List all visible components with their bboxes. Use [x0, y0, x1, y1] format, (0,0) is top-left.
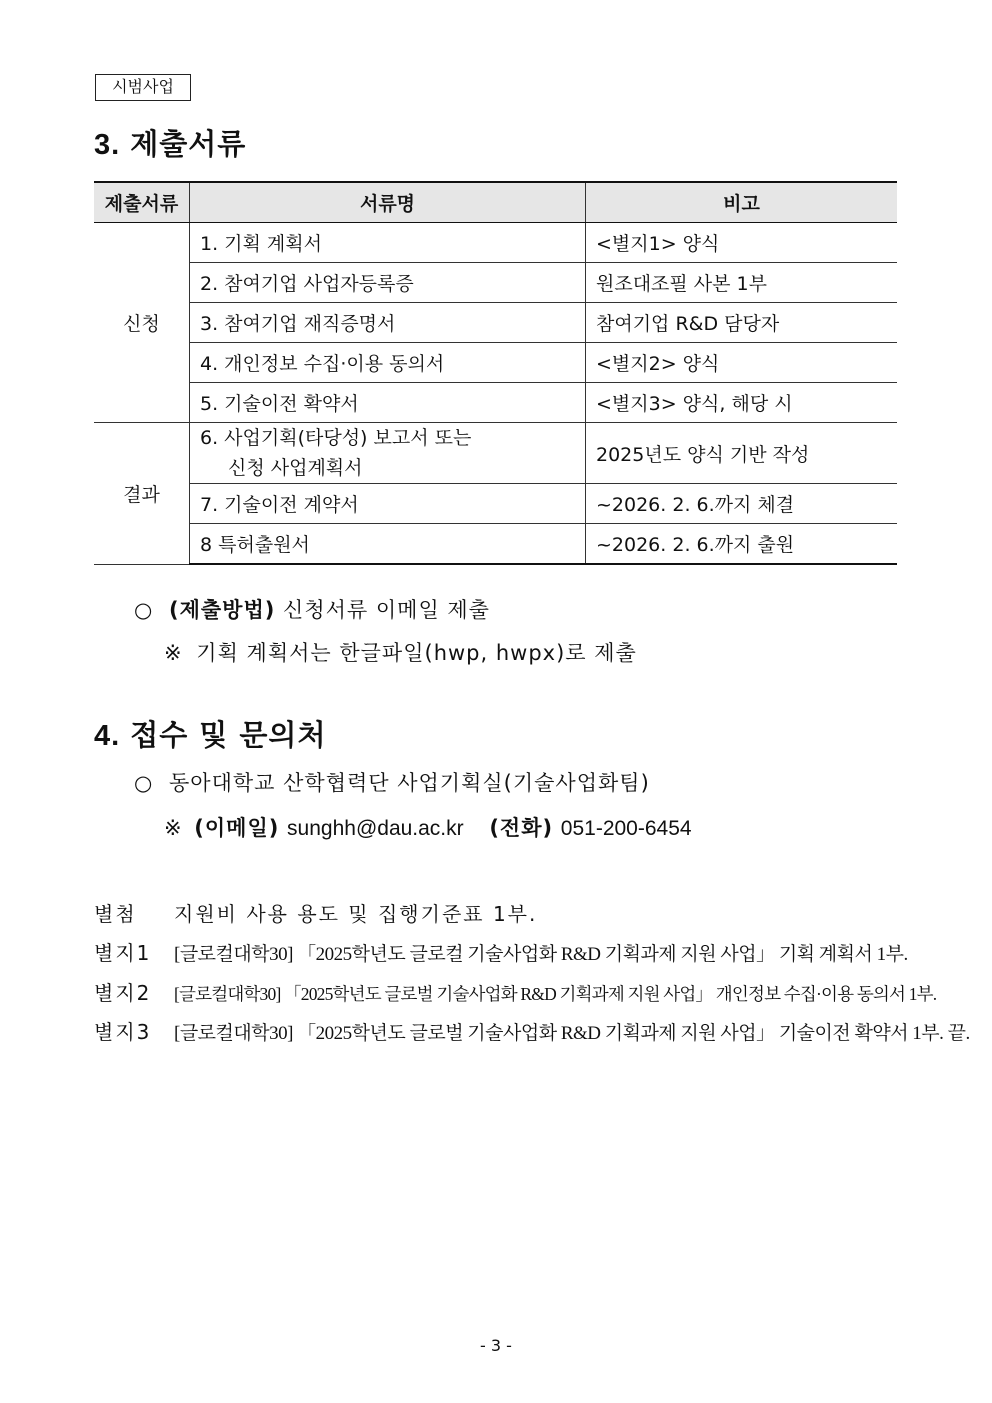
submit-method-text: 신청서류 이메일 제출	[283, 598, 490, 622]
group-label-result: 결과	[94, 423, 190, 565]
doc-note: ~2026. 2. 6.까지 출원	[586, 524, 898, 565]
attachment-item	[94, 937, 908, 966]
table-row	[94, 263, 897, 303]
attachment-text: [글로컬대학30] 「2025학년도 글로벌 기술사업화 R&D 기획과제 지원 사업」 기술이전 확약서 1부. 끝.	[174, 1023, 970, 1044]
contact-org-line	[134, 767, 650, 797]
attachment-label: 별지1	[94, 941, 152, 965]
page-number: - 3 -	[480, 1336, 512, 1355]
section-4-heading	[94, 713, 326, 754]
contact-detail-line	[164, 812, 692, 842]
doc-name-line-1: 6. 사업기획(타당성) 보고서 또는	[200, 427, 472, 449]
submit-method-label: (제출방법)	[169, 598, 276, 622]
attachment-label: 별지2	[94, 981, 152, 1005]
doc-note: <별지3> 양식, 해당 시	[586, 383, 898, 423]
documents-table	[94, 181, 897, 565]
attachment-item	[94, 1016, 970, 1045]
table-row	[94, 223, 897, 263]
section-3-heading	[94, 122, 246, 163]
contact-org: 동아대학교 산학협력단 사업기획실(기술사업화팀)	[169, 771, 650, 795]
doc-note: ~2026. 2. 6.까지 체결	[586, 484, 898, 524]
section-4-number: 4.	[94, 720, 121, 752]
attachment-item	[94, 898, 537, 927]
table-header-row	[94, 182, 897, 223]
doc-name: 3. 참여기업 재직증명서	[190, 303, 586, 343]
table-row	[94, 423, 897, 484]
attachment-text: [글로컬대학30] 「2025학년도 글로벌 기술사업화 R&D 기획과제 지원 사업」 개인정보 수집·이용 동의서 1부.	[174, 984, 937, 1004]
doc-note: 참여기업 R&D 담당자	[586, 303, 898, 343]
col-header-doc-name: 서류명	[190, 182, 586, 223]
doc-name: 4. 개인정보 수집·이용 동의서	[190, 343, 586, 383]
doc-note: 2025년도 양식 기반 작성	[586, 423, 898, 484]
email-label: (이메일)	[194, 816, 280, 840]
doc-name: 7. 기술이전 계약서	[190, 484, 586, 524]
section-3-number: 3.	[94, 129, 121, 161]
submit-note-line	[164, 637, 637, 667]
table-row	[94, 383, 897, 423]
doc-name-line-2: 신청 사업계획서	[228, 457, 363, 479]
pilot-project-tag: 시범사업	[95, 74, 191, 101]
table-row	[94, 524, 897, 565]
doc-note: 원조대조필 사본 1부	[586, 263, 898, 303]
doc-name: 8 특허출원서	[190, 524, 586, 565]
doc-name	[190, 423, 586, 484]
submit-method-line	[134, 594, 490, 624]
attachment-text: 지원비 사용 용도 및 집행기준표 1부.	[174, 902, 538, 926]
col-header-category: 제출서류	[94, 182, 190, 223]
attachment-label: 별첨	[94, 902, 137, 926]
table-row	[94, 303, 897, 343]
reference-mark-icon: ※	[164, 816, 183, 840]
doc-name: 2. 참여기업 사업자등록증	[190, 263, 586, 303]
phone-label: (전화)	[489, 816, 554, 840]
doc-note: <별지2> 양식	[586, 343, 898, 383]
group-label-apply: 신청	[94, 223, 190, 423]
table-row	[94, 343, 897, 383]
submit-note-text: 기획 계획서는 한글파일(hwp, hwpx)로 제출	[196, 641, 637, 665]
table-row	[94, 484, 897, 524]
doc-note: <별지1> 양식	[586, 223, 898, 263]
section-4-title: 접수 및 문의처	[130, 718, 327, 752]
section-3-title: 제출서류	[130, 127, 247, 161]
attachment-text: [글로컬대학30] 「2025학년도 글로컬 기술사업화 R&D 기획과제 지원 사업」 기획 계획서 1부.	[174, 944, 908, 965]
bullet-icon: ○	[134, 598, 154, 622]
doc-name: 5. 기술이전 확약서	[190, 383, 586, 423]
attachment-item	[94, 977, 936, 1006]
col-header-note: 비고	[586, 182, 898, 223]
email-link[interactable]: sunghh@dau.ac.kr	[287, 817, 464, 840]
doc-name: 1. 기획 계획서	[190, 223, 586, 263]
reference-mark-icon: ※	[164, 641, 183, 665]
attachment-label: 별지3	[94, 1020, 152, 1044]
bullet-icon: ○	[134, 771, 154, 795]
phone-number: 051-200-6454	[560, 817, 692, 840]
